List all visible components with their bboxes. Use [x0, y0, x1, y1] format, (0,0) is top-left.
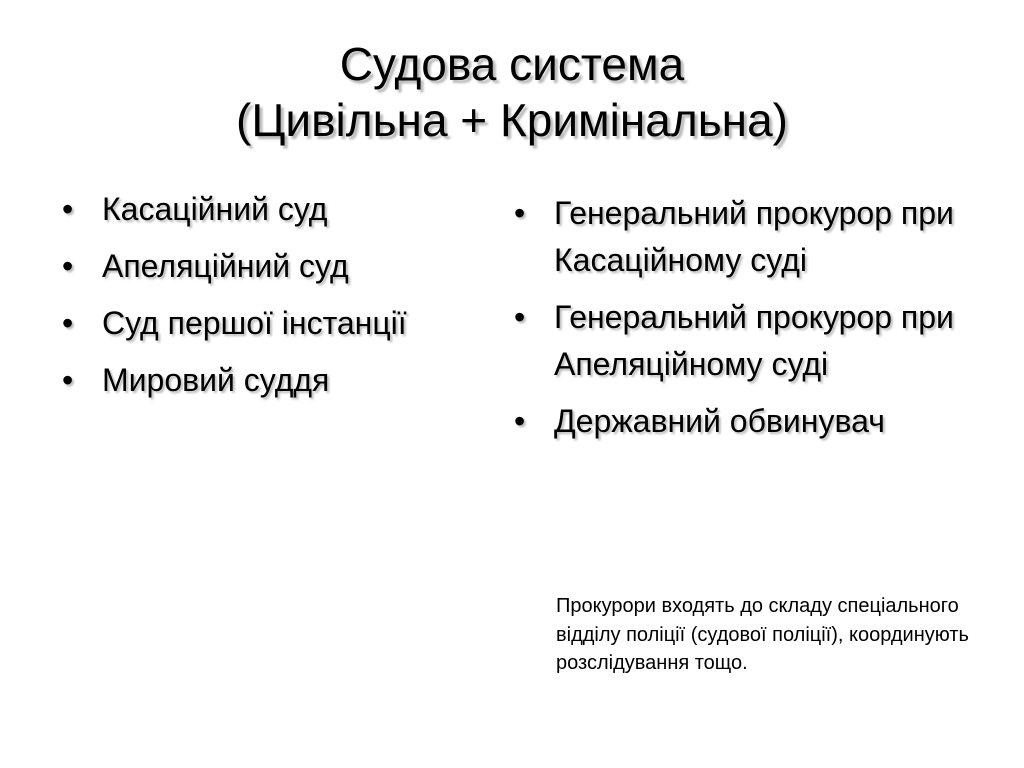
bullet-icon: • [514, 299, 526, 335]
right-column [508, 190, 978, 455]
list-item [508, 294, 978, 388]
bullet-icon: • [62, 191, 74, 227]
bullet-icon: • [514, 403, 526, 439]
list-item [56, 190, 496, 228]
title-line-2: (Цивільна + Кримінальна) [236, 94, 788, 146]
list-item-text: Генеральний прокурор при Апеляційному суді [554, 299, 954, 382]
left-column [56, 190, 496, 418]
list-item [56, 361, 496, 399]
prosecutor-list [508, 190, 978, 445]
slide-title [0, 36, 1024, 148]
bullet-icon: • [62, 248, 74, 284]
bullet-icon: • [62, 362, 74, 398]
list-item-text: Апеляційний суд [102, 248, 349, 284]
list-item-text: Касаційний суд [102, 191, 328, 227]
list-item [56, 304, 496, 342]
list-item-text: Генеральний прокурор при Касаційному суді [554, 195, 954, 278]
list-item [508, 398, 978, 445]
list-item [56, 247, 496, 285]
list-item-text: Мировий суддя [102, 362, 330, 398]
title-line-1: Судова система [339, 38, 685, 90]
list-item-text: Суд першої інстанції [102, 305, 407, 341]
list-item-text: Державний обвинувач [554, 403, 885, 439]
bullet-icon: • [62, 305, 74, 341]
footnote-text: Прокурори входять до складу спеціального відділу поліції (судової поліції), координують розслідування тощо. [556, 595, 969, 674]
bullet-icon: • [514, 195, 526, 231]
list-item [508, 190, 978, 284]
court-list [56, 190, 496, 399]
